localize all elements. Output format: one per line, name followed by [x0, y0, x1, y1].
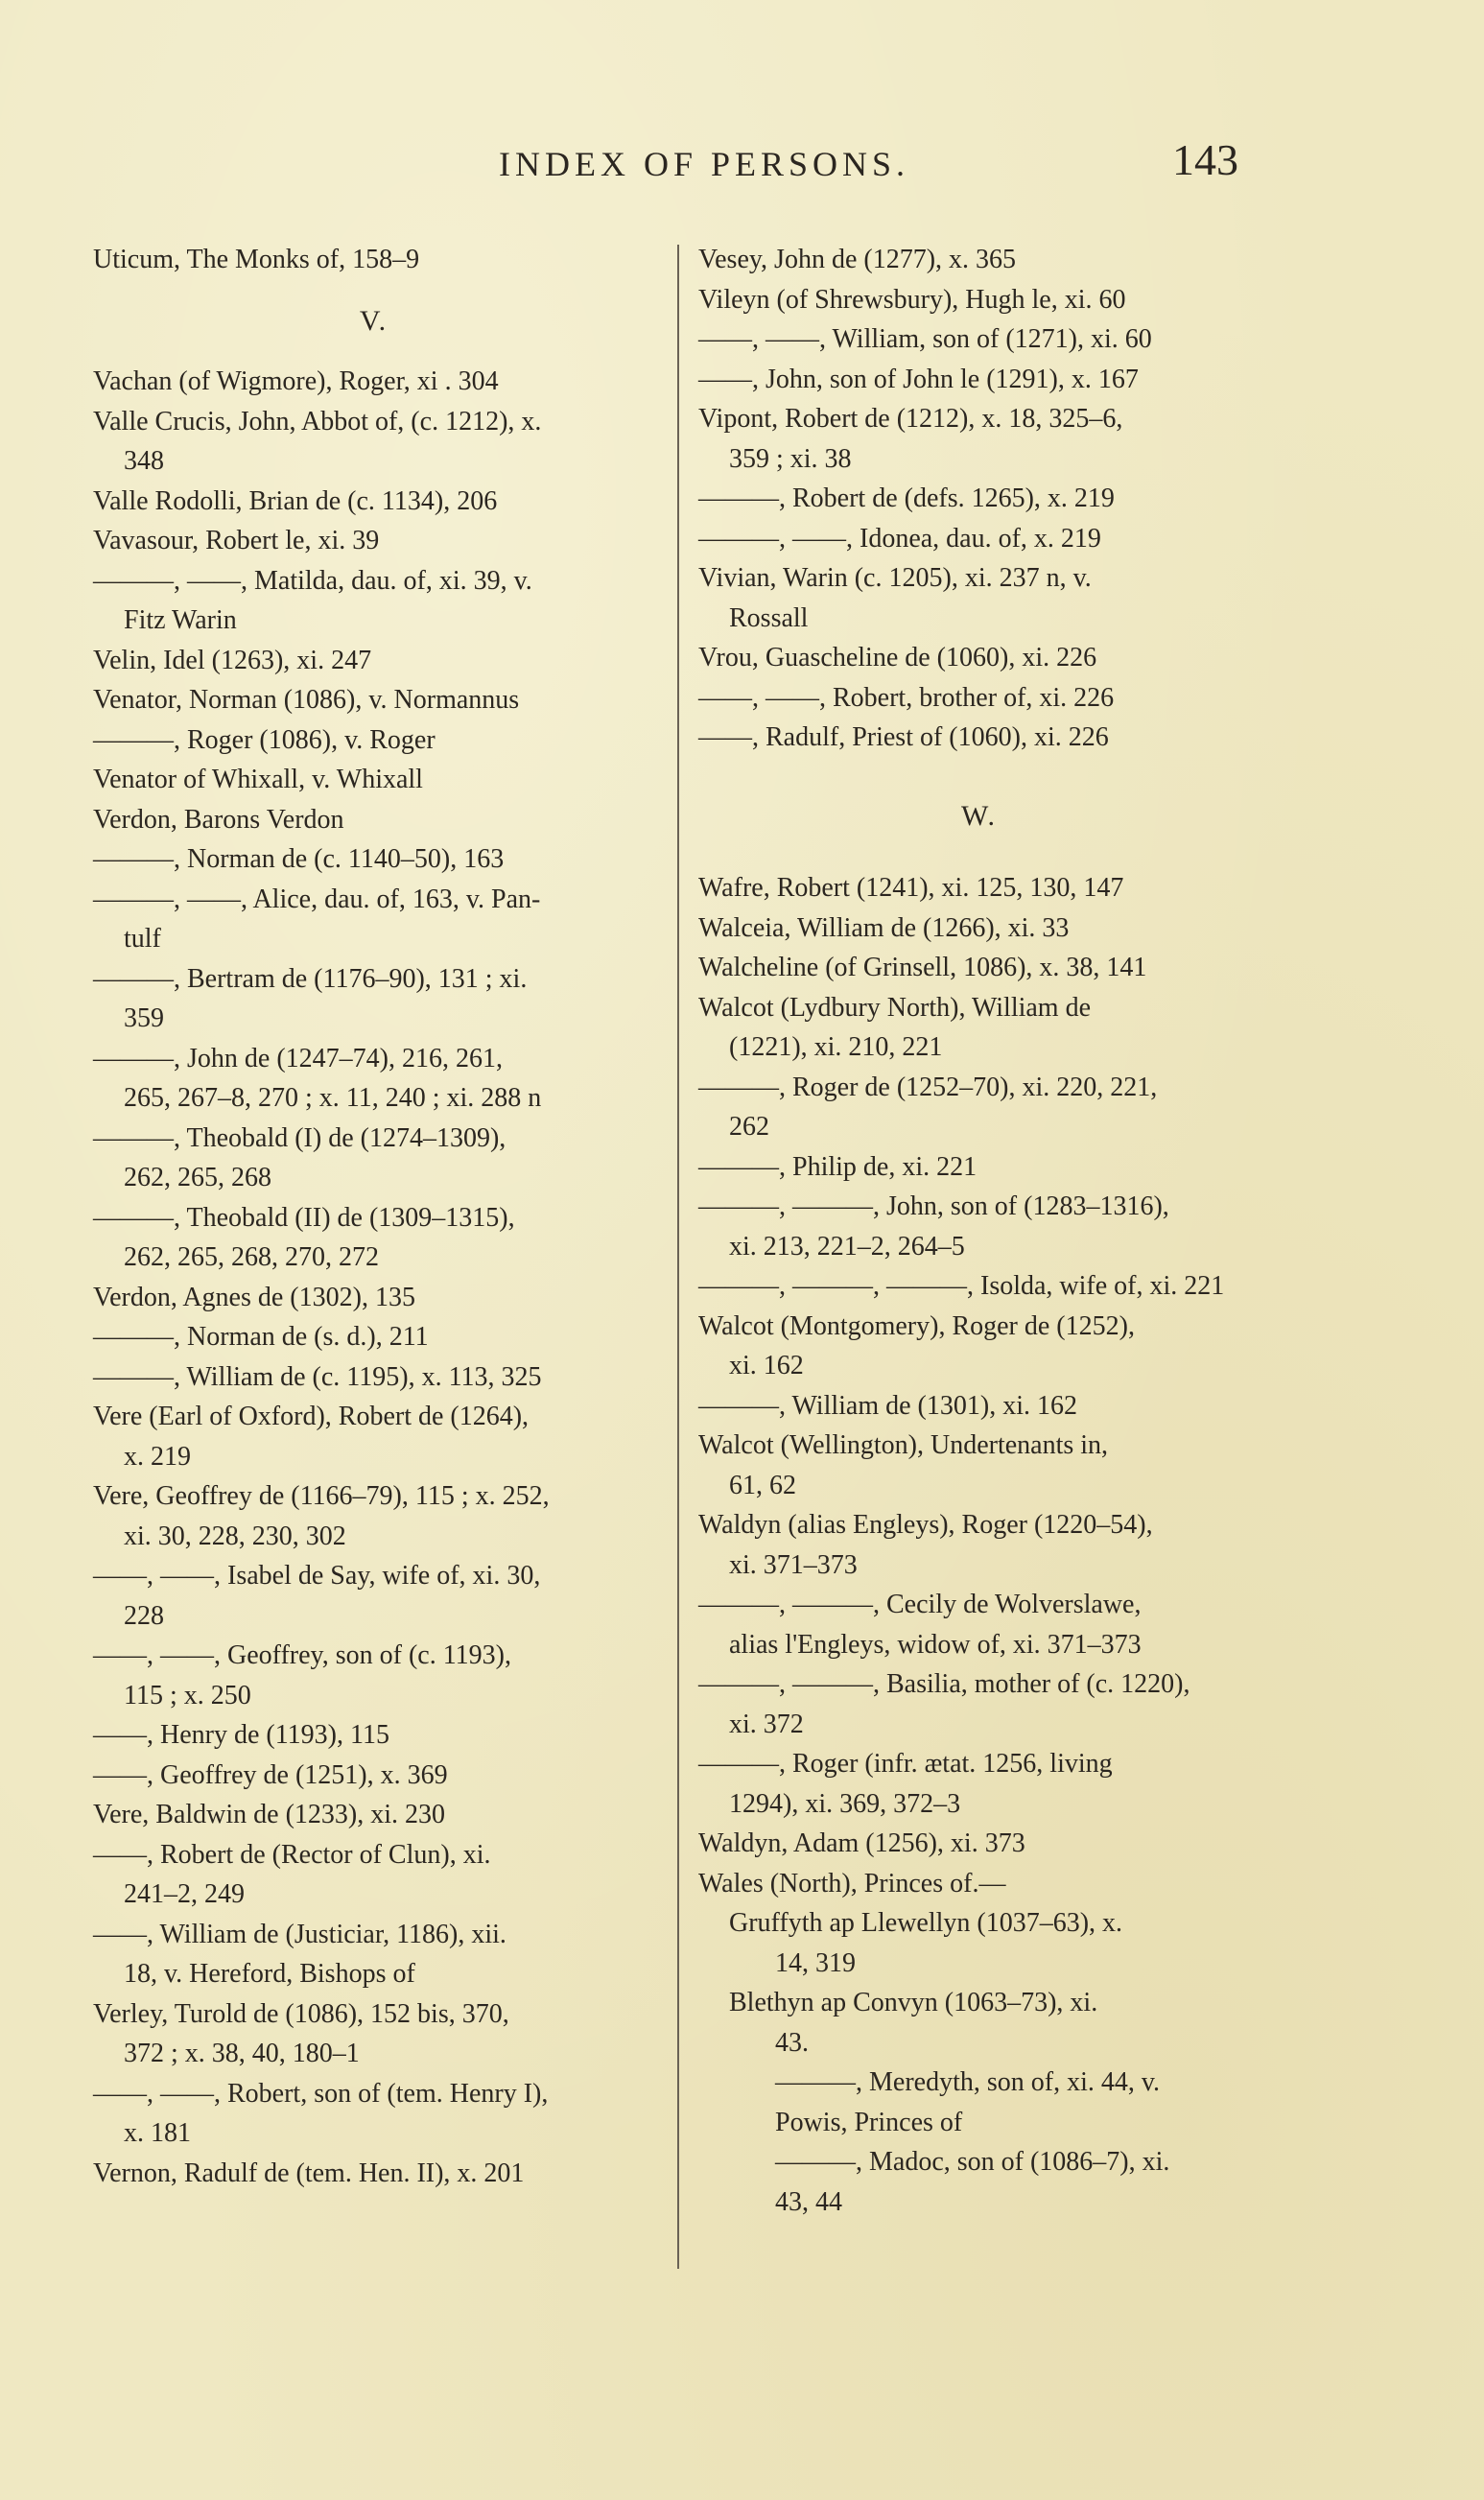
index-entry: ———, ——, Idonea, dau. of, x. 219 [698, 523, 1101, 554]
index-entry: Uticum, The Monks of, 158–9 [93, 245, 420, 274]
index-column-left [93, 240, 654, 2193]
index-entry: ——, ——, William, son of (1271), xi. 60 [698, 324, 1152, 354]
index-entry-continuation: xi. 162 [729, 1351, 804, 1380]
section-heading-w: W. [960, 799, 998, 832]
index-entry: Waldyn (alias Engleys), Roger (1220–54), [698, 1510, 1153, 1540]
index-subentry: Gruffyth ap Llewellyn (1037–63), x. [729, 1908, 1123, 1938]
index-entry-continuation: alias l'Engleys, widow of, xi. 371–373 [729, 1629, 1142, 1660]
index-entry: ———, ———, Cecily de Wolverslawe, [698, 1590, 1142, 1619]
section-heading-v: V. [359, 304, 389, 337]
index-entry: ——, ——, Robert, son of (tem. Henry I), [93, 2078, 549, 2109]
index-column-right [698, 240, 1260, 2222]
index-entry: ———, ———, ———, Isolda, wife of, xi. 221 [698, 1271, 1225, 1301]
index-entry: Walcot (Wellington), Undertenants in, [698, 1430, 1109, 1460]
index-entry: Vachan (of Wigmore), Roger, xi . 304 [93, 366, 499, 396]
index-entry-continuation: 262, 265, 268, 270, 272 [124, 1242, 379, 1272]
index-entry: Verley, Turold de (1086), 152 bis, 370, [93, 1998, 509, 2029]
index-entry: ———, ——, Matilda, dau. of, xi. 39, v. [93, 565, 532, 596]
index-entry: ——, ——, Robert, brother of, xi. 226 [698, 682, 1115, 713]
index-entry: Waldyn, Adam (1256), xi. 373 [698, 1828, 1025, 1858]
index-entry-continuation: 359 [124, 1003, 164, 1033]
index-entry: Vernon, Radulf de (tem. Hen. II), x. 201 [93, 2158, 525, 2188]
index-entry-continuation: 1294), xi. 369, 372–3 [729, 1788, 961, 1819]
index-entry: ——, Radulf, Priest of (1060), xi. 226 [698, 722, 1109, 752]
index-entry: ——, Henry de (1193), 115 [93, 1720, 389, 1750]
index-entry: ———, Roger (infr. ætat. 1256, living [698, 1749, 1113, 1779]
index-entry: Walceia, William de (1266), xi. 33 [698, 912, 1070, 943]
index-entry: Vesey, John de (1277), x. 365 [698, 245, 1017, 274]
index-entry: Wales (North), Princes of.— [698, 1868, 1006, 1899]
index-subentry: Blethyn ap Convyn (1063–73), xi. [729, 1988, 1098, 2017]
index-entry-continuation: xi. 30, 228, 230, 302 [124, 1521, 346, 1551]
index-entry: ———, Theobald (I) de (1274–1309), [93, 1122, 506, 1153]
index-entry: Walcot (Lydbury North), William de [698, 992, 1092, 1023]
index-entry: Walcheline (of Grinsell, 1086), x. 38, 141 [698, 953, 1147, 982]
index-entry: ——, ——, Isabel de Say, wife of, xi. 30, [93, 1561, 541, 1591]
index-entry: ———, ———, Basilia, mother of (c. 1220), [698, 1669, 1190, 1699]
page-number: 143 [1172, 135, 1238, 184]
index-entry: ———, Norman de (s. d.), 211 [93, 1322, 429, 1352]
index-entry: ———, William de (c. 1195), x. 113, 325 [93, 1361, 542, 1392]
index-entry: ———, William de (1301), xi. 162 [698, 1390, 1077, 1421]
index-entry: ——, Robert de (Rector of Clun), xi. [93, 1839, 491, 1870]
index-entry: Verdon, Agnes de (1302), 135 [93, 1282, 415, 1312]
index-entry: ——, ——, Geoffrey, son of (c. 1193), [93, 1640, 511, 1670]
index-entry-continuation: tulf [124, 924, 161, 954]
index-entry: Vere, Geoffrey de (1166–79), 115 ; x. 252, [93, 1481, 550, 1511]
index-entry: Valle Crucis, John, Abbot of, (c. 1212), x. [93, 406, 542, 436]
index-entry: Verdon, Barons Verdon [93, 804, 344, 835]
index-entry-continuation: 262, 265, 268 [124, 1163, 271, 1192]
index-entry-continuation: 115 ; x. 250 [124, 1680, 251, 1710]
index-entry-continuation: 228 [124, 1600, 164, 1631]
index-entry: ———, ———, John, son of (1283–1316), [698, 1191, 1169, 1221]
index-entry: Wafre, Robert (1241), xi. 125, 130, 147 [698, 873, 1124, 903]
index-entry-continuation: 18, v. Hereford, Bishops of [124, 1959, 415, 1989]
index-entry: ——, Geoffrey de (1251), x. 369 [93, 1759, 448, 1790]
index-entry: ———, Roger de (1252–70), xi. 220, 221, [698, 1072, 1158, 1102]
index-subentry: ———, Madoc, son of (1086–7), xi. [775, 2147, 1170, 2177]
index-entry-continuation: x. 219 [124, 1441, 191, 1472]
index-entry-continuation: xi. 372 [729, 1709, 804, 1739]
index-entry: Vileyn (of Shrewsbury), Hugh le, xi. 60 [698, 284, 1126, 315]
index-entry: Valle Rodolli, Brian de (c. 1134), 206 [93, 485, 498, 516]
index-entry-continuation: 241–2, 249 [124, 1879, 245, 1909]
index-entry-continuation: xi. 371–373 [729, 1549, 858, 1580]
index-entry: Walcot (Montgomery), Roger de (1252), [698, 1310, 1135, 1341]
index-entry: ———, Norman de (c. 1140–50), 163 [93, 844, 505, 874]
index-entry: ———, John de (1247–74), 216, 261, [93, 1043, 503, 1073]
column-divider [677, 245, 679, 2269]
index-entry-continuation: (1221), xi. 210, 221 [729, 1032, 943, 1062]
index-entry: Vipont, Robert de (1212), x. 18, 325–6, [698, 404, 1123, 434]
index-subentry-continuation: Powis, Princes of [775, 2107, 963, 2137]
index-entry-continuation: 372 ; x. 38, 40, 180–1 [124, 2039, 360, 2068]
index-entry-continuation: x. 181 [124, 2118, 191, 2148]
index-entry: ———, Philip de, xi. 221 [698, 1151, 978, 1182]
index-entry-continuation: xi. 213, 221–2, 264–5 [729, 1231, 965, 1262]
index-entry: ———, Theobald (II) de (1309–1315), [93, 1202, 515, 1233]
index-entry-continuation: 61, 62 [729, 1470, 796, 1500]
index-entry: Vrou, Guascheline de (1060), xi. 226 [698, 643, 1097, 672]
index-subentry-continuation: 43. [775, 2027, 809, 2058]
index-entry: Velin, Idel (1263), xi. 247 [93, 645, 372, 675]
index-entry-continuation: 262 [729, 1112, 769, 1142]
index-entry: Vere (Earl of Oxford), Robert de (1264), [93, 1402, 530, 1431]
index-entry: ——, William de (Justiciar, 1186), xii. [93, 1919, 506, 1949]
index-entry: ———, Robert de (defs. 1265), x. 219 [698, 483, 1115, 513]
index-entry: Vivian, Warin (c. 1205), xi. 237 n, v. [698, 563, 1092, 593]
index-subentry-continuation: 14, 319 [775, 1947, 856, 1978]
index-entry-continuation: 265, 267–8, 270 ; x. 11, 240 ; xi. 288 n [124, 1083, 542, 1113]
index-entry: Vavasour, Robert le, xi. 39 [93, 526, 380, 555]
index-entry: Venator, Norman (1086), v. Normannus [93, 685, 520, 715]
index-entry: Vere, Baldwin de (1233), xi. 230 [93, 1800, 446, 1829]
index-entry-continuation: 359 ; xi. 38 [729, 443, 852, 474]
index-entry: ——, John, son of John le (1291), x. 167 [698, 364, 1139, 394]
index-entry-continuation: Fitz Warin [124, 605, 237, 635]
running-title: INDEX OF PERSONS. [499, 145, 910, 183]
index-subentry-continuation: 43, 44 [775, 2186, 842, 2217]
index-entry: ———, Roger (1086), v. Roger [93, 724, 436, 755]
index-entry: ———, Bertram de (1176–90), 131 ; xi. [93, 963, 528, 994]
index-entry: Venator of Whixall, v. Whixall [93, 765, 423, 794]
index-entry: ———, ——, Alice, dau. of, 163, v. Pan- [93, 884, 541, 914]
index-entry-continuation: 348 [124, 446, 164, 476]
index-subentry: ———, Meredyth, son of, xi. 44, v. [775, 2067, 1161, 2097]
index-entry-continuation: Rossall [729, 602, 809, 633]
